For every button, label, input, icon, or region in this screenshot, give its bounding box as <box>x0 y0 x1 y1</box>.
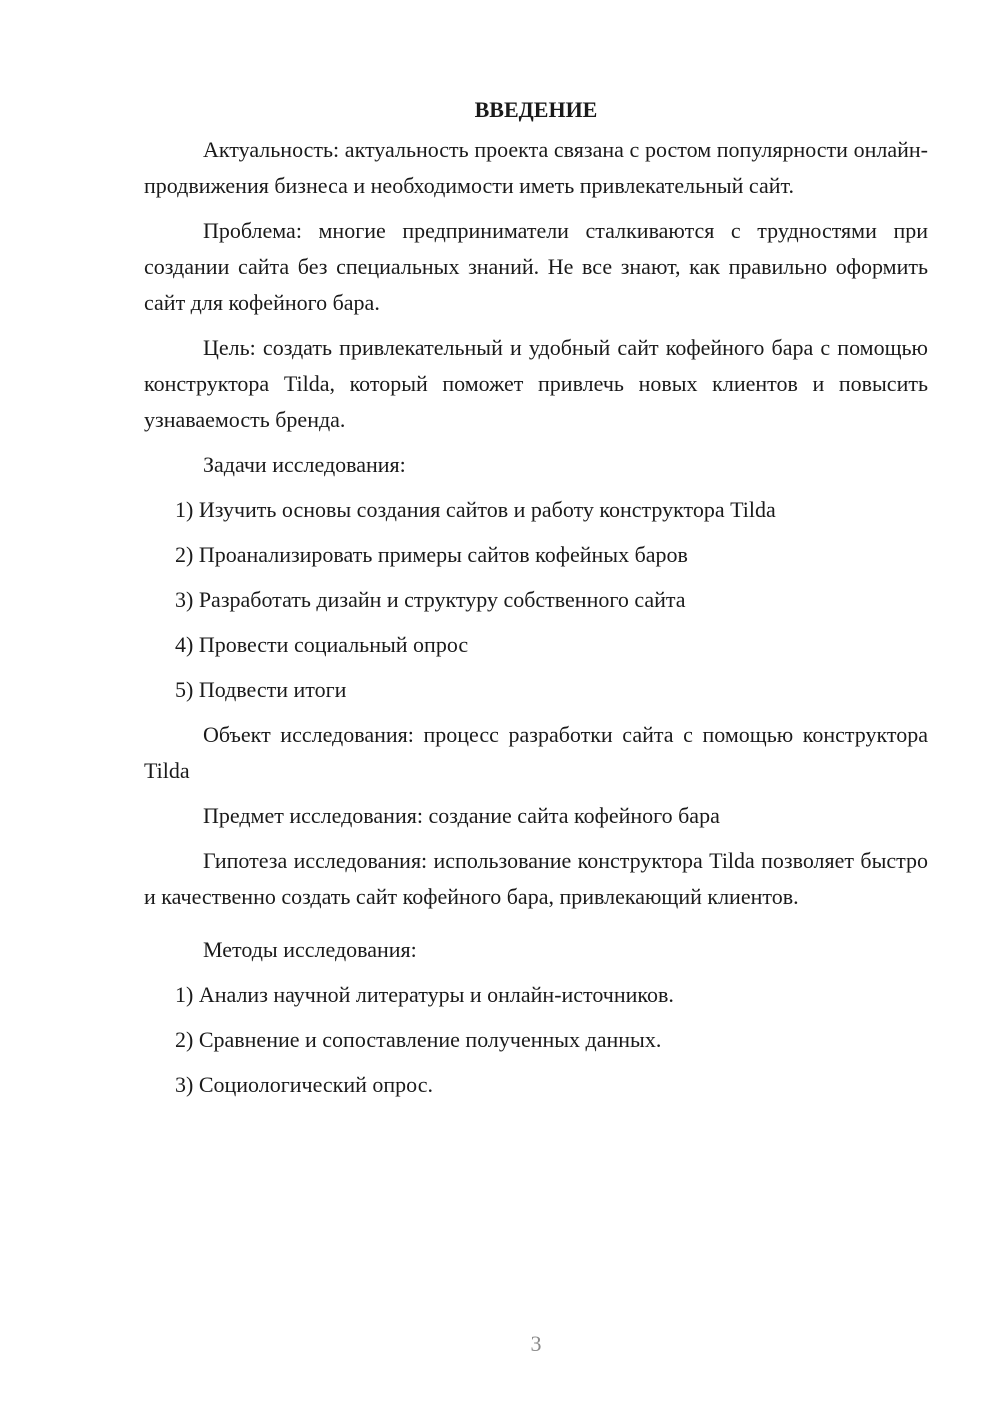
object-paragraph: Объект исследования: процесс разработки сайта с помощью конструктора Tilda <box>144 722 928 783</box>
relevance-paragraph: Актуальность: актуальность проекта связана с ростом популярности онлайн-продвижения бизнеса и необходимости иметь привлекательный сайт. <box>144 137 928 198</box>
page-title: ВВЕДЕНИЕ <box>474 97 598 122</box>
task-item: 5) Подвести итоги <box>175 677 347 702</box>
method-item: 2) Сравнение и сопоставление полученных данных. <box>175 1027 662 1052</box>
task-item: 1) Изучить основы создания сайтов и работу конструктора Tilda <box>175 497 776 522</box>
problem-paragraph: Проблема: многие предприниматели сталкиваются с трудностями при создании сайта без специальных знаний. Не все знают, как правильно оформить сайт для кофейного бара. <box>144 218 928 315</box>
spacer <box>144 924 928 932</box>
tasks-heading: Задачи исследования: <box>203 452 406 477</box>
document-body <box>144 92 928 1112</box>
subject-paragraph: Предмет исследования: создание сайта кофейного бара <box>203 803 720 828</box>
method-item: 1) Анализ научной литературы и онлайн-источников. <box>175 982 674 1007</box>
method-item: 3) Социологический опрос. <box>175 1072 433 1097</box>
methods-heading: Методы исследования: <box>203 937 417 962</box>
hypothesis-paragraph: Гипотеза исследования: использование конструктора Tilda позволяет быстро и качественно создать сайт кофейного бара, привлекающий клиентов. <box>144 848 928 909</box>
page-number: 3 <box>530 1331 542 1356</box>
goal-paragraph: Цель: создать привлекательный и удобный сайт кофейного бара с помощью конструктора Tilda, который поможет привлечь новых клиентов и повысить узнаваемость бренда. <box>144 335 928 432</box>
task-item: 2) Проанализировать примеры сайтов кофейных баров <box>175 542 688 567</box>
task-item: 4) Провести социальный опрос <box>175 632 469 657</box>
task-item: 3) Разработать дизайн и структуру собственного сайта <box>175 587 686 612</box>
